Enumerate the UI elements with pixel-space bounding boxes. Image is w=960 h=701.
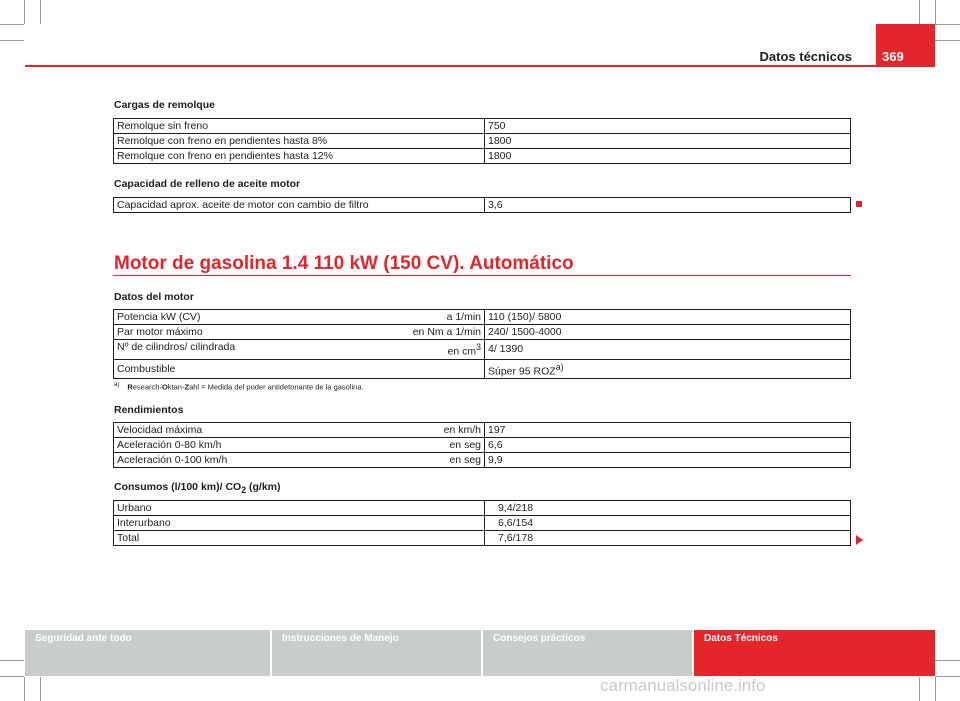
crop-mark bbox=[0, 660, 24, 661]
page-number: 369 bbox=[882, 49, 904, 64]
footnote-initial: O bbox=[161, 382, 168, 392]
footnote-ref: a) bbox=[555, 361, 564, 372]
footnote bbox=[114, 382, 364, 392]
row-value: 6,6 bbox=[485, 438, 851, 453]
row-label: Capacidad aprox. aceite de motor con cambio de filtro bbox=[114, 198, 485, 213]
row-value: 7,6/178 bbox=[485, 531, 851, 546]
crop-mark bbox=[935, 660, 960, 661]
crop-mark bbox=[0, 40, 24, 41]
row-label: Total bbox=[114, 531, 485, 546]
row-label-cell bbox=[114, 325, 485, 340]
crop-mark bbox=[0, 24, 24, 25]
trailer-loads-heading: Cargas de remolque bbox=[114, 99, 215, 111]
row-label: Aceleración 0-100 km/h bbox=[117, 454, 228, 466]
crop-mark bbox=[24, 0, 25, 24]
oil-capacity-heading: Capacidad de relleno de aceite motor bbox=[114, 178, 301, 190]
row-value: 750 bbox=[485, 119, 851, 134]
nav-tab-label: Consejos prácticos bbox=[493, 633, 586, 644]
table-row bbox=[114, 134, 851, 149]
unit-superscript: 3 bbox=[476, 342, 481, 352]
table-row bbox=[114, 438, 851, 453]
row-unit: en seg bbox=[449, 439, 481, 451]
consumption-heading-text: Consumos (l/100 km)/ CO bbox=[114, 481, 242, 493]
crop-mark bbox=[935, 40, 960, 41]
table-row bbox=[114, 340, 851, 360]
row-value: 197 bbox=[485, 423, 851, 438]
nav-tab-instrucciones[interactable] bbox=[272, 630, 481, 676]
row-value: 1800 bbox=[485, 134, 851, 149]
nav-tab-label: Seguridad ante todo bbox=[35, 633, 132, 644]
row-value: Súper 95 ROZ bbox=[488, 365, 556, 377]
row-label-cell bbox=[114, 310, 485, 325]
crop-mark bbox=[24, 677, 25, 701]
nav-tab-label: Datos Técnicos bbox=[704, 633, 778, 644]
crop-mark bbox=[0, 676, 24, 677]
performance-heading: Rendimientos bbox=[114, 404, 184, 416]
crop-mark bbox=[935, 0, 936, 24]
row-unit: a 1/min bbox=[446, 311, 481, 323]
row-value: 9,4/218 bbox=[485, 501, 851, 516]
consumption-heading-unit: (g/km) bbox=[246, 481, 281, 493]
row-label: Potencia kW (CV) bbox=[117, 311, 201, 323]
table-row bbox=[114, 325, 851, 340]
engine-data-heading: Datos del motor bbox=[114, 291, 194, 303]
engine-data-table bbox=[113, 309, 851, 379]
row-value: 3,6 bbox=[485, 198, 851, 213]
performance-table bbox=[113, 422, 851, 468]
crop-mark bbox=[935, 676, 960, 677]
row-label-cell bbox=[114, 423, 485, 438]
header-rule bbox=[25, 65, 935, 67]
footnote-marker: a) bbox=[114, 382, 120, 388]
footnote-text: ktan- bbox=[167, 382, 185, 392]
crop-mark bbox=[935, 677, 936, 701]
nav-tab-seguridad[interactable] bbox=[25, 630, 270, 676]
footnote-text: ahl = Medida del poder antidetonante de la gasolina. bbox=[189, 382, 364, 392]
row-unit: en km/h bbox=[443, 424, 481, 436]
section-end-marker bbox=[856, 201, 862, 207]
row-unit-group bbox=[448, 340, 481, 359]
crop-mark bbox=[919, 677, 920, 701]
trailer-loads-table bbox=[113, 118, 851, 164]
row-unit: en cm bbox=[447, 345, 477, 358]
row-value: 4/ 1390 bbox=[485, 340, 851, 360]
row-label-cell bbox=[114, 340, 485, 360]
row-label: Remolque con freno en pendientes hasta 8% bbox=[114, 134, 485, 149]
table-row bbox=[114, 423, 851, 438]
table-row bbox=[114, 149, 851, 164]
row-label: Interurbano bbox=[114, 516, 485, 531]
consumption-heading bbox=[114, 481, 281, 495]
row-value: 6,6/154 bbox=[485, 516, 851, 531]
row-value: 240/ 1500-4000 bbox=[485, 325, 851, 340]
oil-capacity-table bbox=[113, 197, 851, 213]
footnote-text: esearch- bbox=[132, 382, 162, 392]
row-label: Remolque sin freno bbox=[114, 119, 485, 134]
row-label: Combustible bbox=[114, 359, 485, 379]
row-label: Aceleración 0-80 km/h bbox=[117, 439, 222, 451]
page-header-title: Datos técnicos bbox=[759, 49, 852, 64]
watermark: carmanualsonline.info bbox=[600, 676, 766, 695]
row-value: 110 (150)/ 5800 bbox=[485, 310, 851, 325]
table-row bbox=[114, 119, 851, 134]
row-label-cell bbox=[114, 438, 485, 453]
continue-arrow-icon bbox=[856, 535, 863, 545]
nav-tab-consejos[interactable] bbox=[483, 630, 692, 676]
table-row bbox=[114, 359, 851, 379]
crop-mark bbox=[40, 0, 41, 24]
nav-tab-label: Instrucciones de Manejo bbox=[282, 633, 399, 644]
nav-tab-datos-tecnicos[interactable] bbox=[694, 630, 935, 676]
row-label: Remolque con freno en pendientes hasta 12% bbox=[114, 149, 485, 164]
consumption-table bbox=[113, 500, 851, 546]
section-title: Motor de gasolina 1.4 110 kW (150 CV). Automático bbox=[114, 253, 574, 274]
row-label: Velocidad máxima bbox=[117, 424, 203, 436]
table-row bbox=[114, 501, 851, 516]
row-label: Urbano bbox=[114, 501, 485, 516]
co2-subscript: 2 bbox=[241, 485, 247, 496]
crop-mark bbox=[919, 0, 920, 24]
footnote-initial: Z bbox=[184, 382, 190, 392]
row-label: Par motor máximo bbox=[117, 326, 203, 338]
section-title-rule bbox=[113, 275, 851, 276]
row-value: 9,9 bbox=[485, 453, 851, 468]
row-label: Nº de cilindros/ cilindrada bbox=[117, 341, 236, 353]
table-row bbox=[114, 198, 851, 213]
table-row bbox=[114, 310, 851, 325]
row-unit: en seg bbox=[449, 454, 481, 466]
table-row bbox=[114, 531, 851, 546]
crop-mark bbox=[935, 24, 960, 25]
footnote-initial: R bbox=[127, 382, 133, 392]
row-value-cell bbox=[485, 359, 851, 379]
row-value: 1800 bbox=[485, 149, 851, 164]
row-label-cell bbox=[114, 453, 485, 468]
table-row bbox=[114, 516, 851, 531]
page-number-box bbox=[876, 24, 935, 67]
table-row bbox=[114, 453, 851, 468]
crop-mark bbox=[40, 677, 41, 701]
row-unit: en Nm a 1/min bbox=[412, 326, 481, 338]
